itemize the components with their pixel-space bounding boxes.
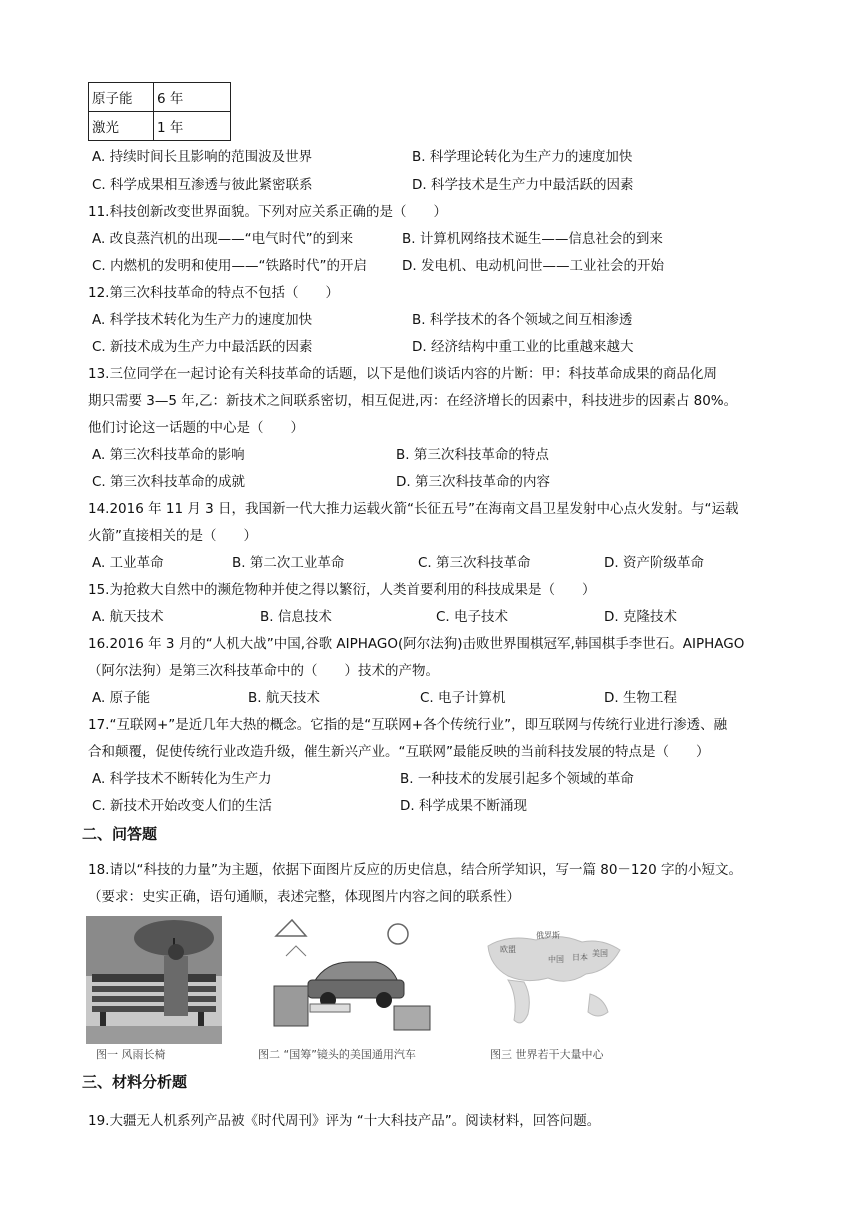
q10-option-c: C. 科学成果相互渗透与彼此紧密联系 <box>92 177 313 193</box>
q11-option-a: A. 改良蒸汽机的出现——“电气时代”的到来 <box>92 231 354 247</box>
q16-option-a: A. 原子能 <box>92 690 151 706</box>
map-label-eu: 欧盟 <box>500 945 516 954</box>
map-label-china: 中国 <box>548 955 564 964</box>
q12-stem: 12.第三次科技革命的特点不包括（ ） <box>88 285 339 301</box>
q17-option-b: B. 一种技术的发展引起多个领域的革命 <box>400 771 634 787</box>
q17-stem-line2: 合和颠覆，促使传统行业改造升级，催生新兴产业。“互联网”最能反映的当前科技发展的特点是（ ） <box>88 744 710 760</box>
q13-stem-line2: 期只需要 3—5 年,乙：新技术之间联系密切，相互促进,丙：在经济增长的因素中，科技进步的因素占 80%。 <box>88 393 738 409</box>
q16-option-d: D. 生物工程 <box>604 690 677 706</box>
figure-2-caption: 图二 “国筹”镜头的美国通用汽车 <box>258 1048 416 1061</box>
q13-option-c: C. 第三次科技革命的成就 <box>92 474 246 490</box>
figure-3-image <box>478 916 628 1044</box>
table-row <box>89 112 231 141</box>
table-cell-tech: 激光 <box>89 112 154 141</box>
q14-option-d: D. 资产阶级革命 <box>604 555 704 571</box>
q12-option-c: C. 新技术成为生产力中最活跃的因素 <box>92 339 313 355</box>
table-cell-years: 6 年 <box>154 83 231 112</box>
q11-option-c: C. 内燃机的发明和使用——“铁路时代”的开启 <box>92 258 367 274</box>
q12-option-b: B. 科学技术的各个领域之间互相渗透 <box>412 312 633 328</box>
q14-stem-line1: 14.2016 年 11 月 3 日，我国新一代大推力运载火箭“长征五号”在海南文昌卫星发射中心点火发射。与“运载 <box>88 501 739 517</box>
q10-option-d: D. 科学技术是生产力中最活跃的因素 <box>412 177 634 193</box>
q17-option-a: A. 科学技术不断转化为生产力 <box>92 771 272 787</box>
map-label-usa: 美国 <box>592 949 608 958</box>
section-heading-qa: 二、问答题 <box>82 825 158 843</box>
map-label-russia: 俄罗斯 <box>536 931 560 940</box>
figure-1-caption: 图一 风雨长椅 <box>96 1048 166 1061</box>
table-row <box>89 83 231 112</box>
q16-option-c: C. 电子计算机 <box>420 690 506 706</box>
figure-3-caption: 图三 世界若干大量中心 <box>490 1048 604 1061</box>
q17-option-c: C. 新技术开始改变人们的生活 <box>92 798 273 814</box>
q14-option-b: B. 第二次工业革命 <box>232 555 345 571</box>
q17-stem-line1: 17.“互联网+”是近几年大热的概念。它指的是“互联网+各个传统行业”，即互联网与传统行业进行渗透、融 <box>88 717 728 733</box>
q15-option-d: D. 克隆技术 <box>604 609 677 625</box>
figure-1-image <box>86 916 222 1044</box>
q14-option-c: C. 第三次科技革命 <box>418 555 531 571</box>
q14-option-a: A. 工业革命 <box>92 555 164 571</box>
q11-option-b: B. 计算机网络技术诞生——信息社会的到来 <box>402 231 663 247</box>
map-label-japan: 日本 <box>572 953 588 962</box>
q12-option-a: A. 科学技术转化为生产力的速度加快 <box>92 312 313 328</box>
q15-option-c: C. 电子技术 <box>436 609 509 625</box>
q13-stem-line1: 13.三位同学在一起讨论有关科技革命的话题，以下是他们谈话内容的片断：甲：科技革命成果的商品化周 <box>88 366 717 382</box>
q10-option-a: A. 持续时间长且影响的范围波及世界 <box>92 149 313 165</box>
q10-option-b: B. 科学理论转化为生产力的速度加快 <box>412 149 633 165</box>
figure-2-image <box>266 916 436 1044</box>
q19-stem: 19.大疆无人机系列产品被《时代周刊》评为 “十大科技产品”。阅读材料，回答问题。 <box>88 1113 601 1129</box>
q16-option-b: B. 航天技术 <box>248 690 320 706</box>
q11-option-d: D. 发电机、电动机问世——工业社会的开始 <box>402 258 664 274</box>
q18-stem-line2: （要求：史实正确，语句通顺，表述完整，体现图片内容之间的联系性） <box>88 889 520 905</box>
q12-option-d: D. 经济结构中重工业的比重越来越大 <box>412 339 634 355</box>
q18-stem-line1: 18.请以“科技的力量”为主题，依据下面图片反应的历史信息，结合所学知识，写一篇 80－120 字的小短文。 <box>88 862 742 878</box>
q13-option-d: D. 第三次科技革命的内容 <box>396 474 550 490</box>
table-cell-years: 1 年 <box>154 112 231 141</box>
q13-stem-line3: 他们讨论这一话题的中心是（ ） <box>88 420 304 436</box>
q16-stem-line1: 16.2016 年 3 月的“人机大战”中国,谷歌 AIPHAGO(阿尔法狗)击败世界围棋冠军,韩国棋手李世石。AIPHAGO <box>88 636 745 652</box>
q15-option-b: B. 信息技术 <box>260 609 332 625</box>
tech-table <box>88 82 231 141</box>
q11-stem: 11.科技创新改变世界面貌。下列对应关系正确的是（ ） <box>88 204 447 220</box>
q15-option-a: A. 航天技术 <box>92 609 164 625</box>
q15-stem: 15.为抢救大自然中的濒危物种并使之得以繁衍，人类首要利用的科技成果是（ ） <box>88 582 596 598</box>
q13-option-b: B. 第三次科技革命的特点 <box>396 447 549 463</box>
q17-option-d: D. 科学成果不断涌现 <box>400 798 527 814</box>
table-cell-tech: 原子能 <box>89 83 154 112</box>
q16-stem-line2: （阿尔法狗）是第三次科技革命中的（ ）技术的产物。 <box>88 663 439 679</box>
q14-stem-line2: 火箭”直接相关的是（ ） <box>88 528 257 544</box>
q13-option-a: A. 第三次科技革命的影响 <box>92 447 245 463</box>
section-heading-material: 三、材料分析题 <box>82 1073 188 1091</box>
